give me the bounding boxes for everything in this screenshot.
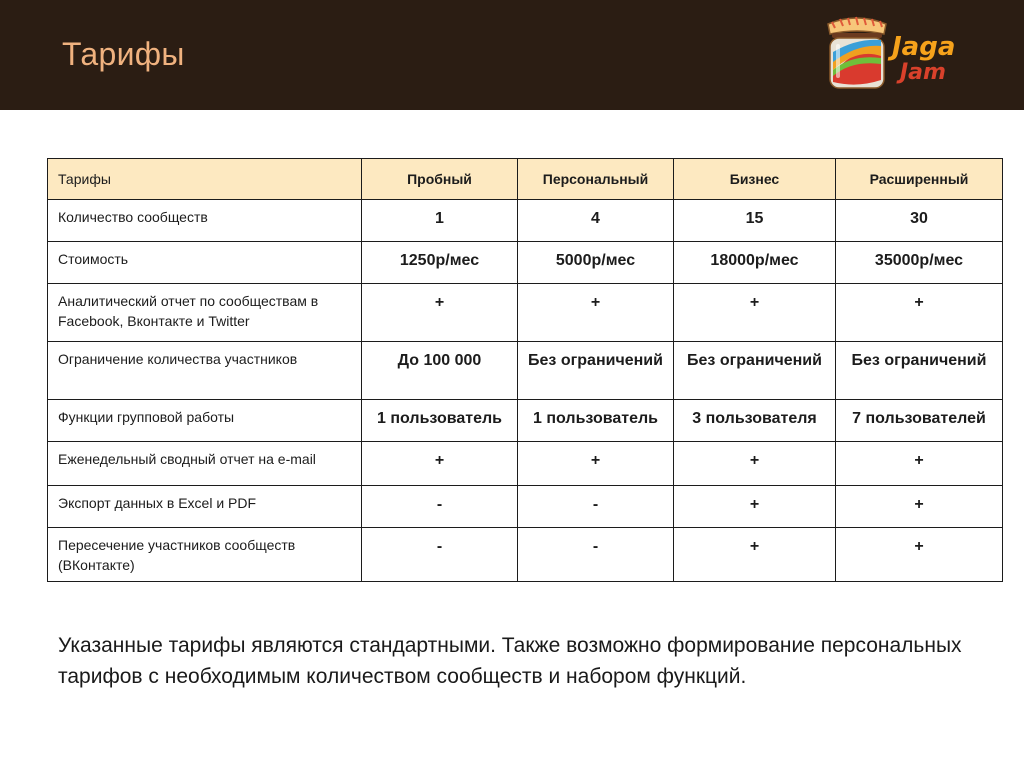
table-cell: + — [674, 284, 836, 342]
table-cell: Без ограничений — [674, 342, 836, 400]
header-cell-personal: Персональный — [518, 159, 674, 200]
table-cell: - — [518, 528, 674, 582]
table-cell: - — [518, 486, 674, 528]
table-cell: 1 пользователь — [362, 400, 518, 442]
table-cell: + — [362, 442, 518, 486]
table-row — [48, 242, 1003, 284]
table-cell: + — [674, 528, 836, 582]
tariff-table — [47, 158, 1003, 582]
logo-text-jam: Jam — [900, 60, 946, 85]
table-cell: 15 — [674, 200, 836, 242]
jaga-jam-logo — [822, 14, 972, 94]
row-label: Еженедельный сводный отчет на e-mail — [48, 442, 362, 486]
table-cell: + — [518, 442, 674, 486]
table-cell: Без ограничений — [836, 342, 1003, 400]
row-label: Функции групповой работы — [48, 400, 362, 442]
table-cell: 1 — [362, 200, 518, 242]
table-header-row — [48, 159, 1003, 200]
footnote-text: Указанные тарифы являются стандартными. Также возможно формирование персональных тарифов с необходимым количеством сообществ и набором функций. — [58, 634, 962, 688]
row-label: Стоимость — [48, 242, 362, 284]
row-label: Количество сообществ — [48, 200, 362, 242]
table-cell: 3 пользователя — [674, 400, 836, 442]
header-cell-extended: Расширенный — [836, 159, 1003, 200]
jam-jar-icon — [822, 14, 892, 94]
table-row — [48, 528, 1003, 582]
table-cell: 7 пользователей — [836, 400, 1003, 442]
table-cell: + — [836, 528, 1003, 582]
table-cell: До 100 000 — [362, 342, 518, 400]
table-row — [48, 442, 1003, 486]
table-row — [48, 400, 1003, 442]
table-cell: + — [836, 442, 1003, 486]
page-title: Тарифы — [62, 36, 185, 72]
table-cell: 35000р/мес — [836, 242, 1003, 284]
logo-text-jaga: Jaga — [892, 32, 956, 62]
table-cell: + — [836, 486, 1003, 528]
table-cell: - — [362, 528, 518, 582]
row-label: Аналитический отчет по сообществам в Facebook, Вконтакте и Twitter — [48, 284, 362, 342]
table-cell: - — [362, 486, 518, 528]
row-label: Пересечение участников сообществ (ВКонтакте) — [48, 528, 362, 582]
table-cell: + — [362, 284, 518, 342]
table-cell: Без ограничений — [518, 342, 674, 400]
table-row — [48, 284, 1003, 342]
table-row — [48, 200, 1003, 242]
table-cell: 1 пользователь — [518, 400, 674, 442]
header-cell-trial: Пробный — [362, 159, 518, 200]
header-cell-business: Бизнес — [674, 159, 836, 200]
header-bar — [0, 0, 1024, 110]
table-cell: + — [674, 442, 836, 486]
row-label: Экспорт данных в Excel и PDF — [48, 486, 362, 528]
table-cell: 30 — [836, 200, 1003, 242]
table-cell: 18000р/мес — [674, 242, 836, 284]
table-cell: + — [836, 284, 1003, 342]
table-cell: 1250р/мес — [362, 242, 518, 284]
table-cell: 5000р/мес — [518, 242, 674, 284]
table-cell: + — [518, 284, 674, 342]
table-cell: + — [674, 486, 836, 528]
row-label: Ограничение количества участников — [48, 342, 362, 400]
table-row — [48, 486, 1003, 528]
table-row — [48, 342, 1003, 400]
header-cell-tariffs: Тарифы — [48, 159, 362, 200]
table-cell: 4 — [518, 200, 674, 242]
